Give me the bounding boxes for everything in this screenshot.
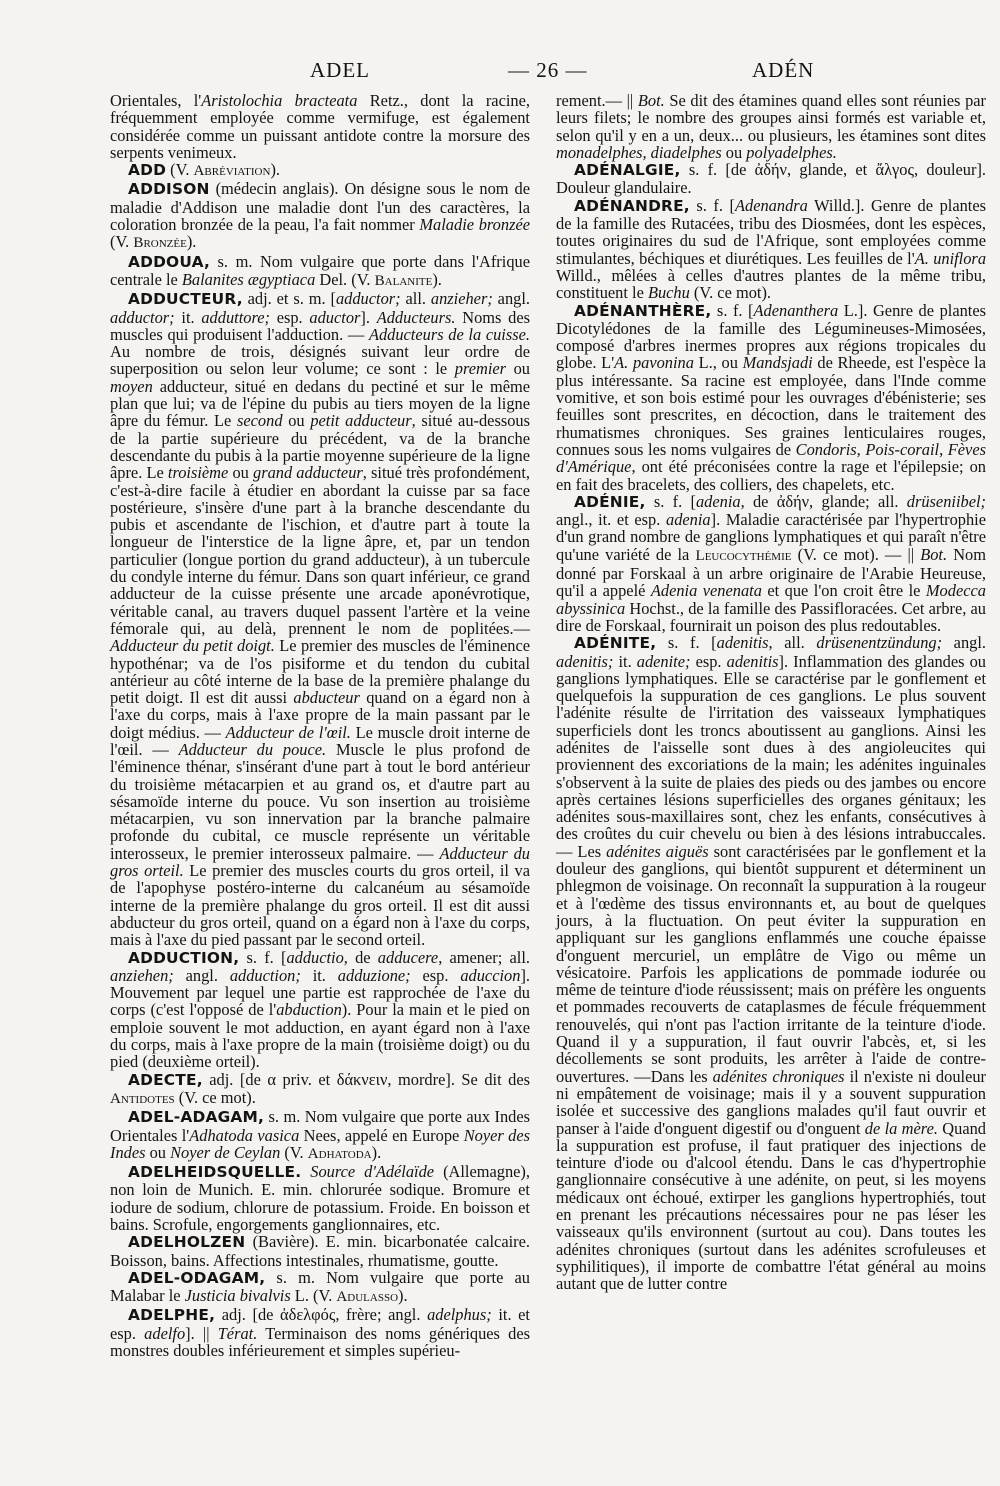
italic-run: Balanites ægyptiaca bbox=[181, 269, 316, 289]
dictionary-entry bbox=[110, 1306, 530, 1359]
dictionary-entry bbox=[556, 493, 986, 634]
text-run: ). bbox=[371, 1142, 382, 1162]
text-run: ou bbox=[506, 359, 530, 379]
text-run: angl. bbox=[173, 965, 230, 985]
right-column bbox=[556, 92, 986, 1292]
italic-run: adduzione; bbox=[337, 965, 411, 985]
headword: ADEL-ODAGAM, bbox=[128, 1268, 266, 1287]
italic-run: adénites chroniques bbox=[712, 1066, 845, 1086]
italic-run: adenia bbox=[695, 491, 741, 511]
text-run: ou bbox=[228, 463, 253, 483]
left-guideword: ADEL bbox=[310, 58, 370, 82]
text-run: esp. bbox=[410, 965, 461, 985]
dictionary-entry bbox=[110, 180, 530, 252]
page-number: — 26 — bbox=[508, 58, 588, 82]
text-run: Orientales, l' bbox=[110, 91, 202, 110]
text-run: Willd., mêlées à celles d'autres plantes de la même tribu, constituent le bbox=[556, 265, 986, 303]
cross-reference: Adhatoda bbox=[307, 1145, 372, 1162]
italic-run: Adducteur de l'œil. bbox=[225, 722, 351, 742]
italic-run: adenitis bbox=[726, 651, 779, 671]
text-run: Le muscle droit interne de l'œil. — bbox=[110, 722, 531, 759]
entry-continuation bbox=[110, 92, 530, 161]
text-run bbox=[301, 1162, 310, 1181]
italic-run: Justicia bivalvis bbox=[184, 1286, 291, 1306]
dictionary-entry bbox=[110, 1071, 530, 1109]
italic-run: de la mère. bbox=[864, 1118, 938, 1138]
text-run: , de bbox=[343, 947, 378, 967]
text-run: (médecin anglais). On désigne sous le nom de maladie d'Addison une maladie dont l'un des caractères, la coloration bronzée de la peau, l'a fait nommer bbox=[110, 179, 530, 235]
text-run: ). Pour la main et le pied on emploie souvent le mot adduction, en ayant égard non à l'axe du corps, mais à l'axe propre de la main (troisième doigt) ou du pied (deuxième orteil). bbox=[110, 1000, 530, 1072]
text-run: ]. Inflammation des glandes ou ganglions lymphatiques. Elle se caractérise par le gonflement et quelquefois la suppuration de ces ganglions. Le plus souvent l'adénite résulte de l'irritation des vaisseaux lymphatiques superficiels dont les troncs aboutissent au ganglions. Ainsi les adénites de l'aisselle sont dues à des angioleucites qui proviennent des excoriations de la main; les adénites inguinales s'observent à la suite de plaies des pieds ou des jambes ou encore après certaines lésions superficielles des organes génitaux; les adénites sous-maxillaires sont, chez les enfants, consécutives à des croûtes du cuir chevelu ou bien à des lésions intrabuccales. — Les bbox=[556, 651, 986, 861]
text-run: ]. Maladie caractérisée par l'hypertrophie d'un grand nombre de ganglions lymphatiques et qui paraît n'être qu'une variété de la bbox=[556, 510, 986, 564]
dictionary-entry bbox=[110, 1269, 530, 1307]
dictionary-entry bbox=[110, 290, 530, 948]
text-run: esp. bbox=[269, 307, 310, 327]
italic-run: Maladie bronzée bbox=[419, 215, 530, 235]
text-run: L. (V. bbox=[290, 1286, 337, 1306]
text-run: quand on a égard non à l'axe du corps, mais à l'axe propre de la main passant par le doigt médius. — bbox=[110, 688, 530, 742]
text-run: s. f. [ bbox=[711, 300, 754, 320]
text-run: , situé très profondément, c'est-à-dire facile à étudier en abordant la cuisse par sa face postérieure, s'insère d'une part à la branche descendante du pubis et ascendante de l'ischion, et d'autre part à toute la longueur de l'interstice de la ligne âpre, et, par un tendon particulier (longue portion du grand adducteur), à un tubercule du condyle interne du fémur. Dans son quart inférieur, ce grand adducteur de la cuisse présente une arcade aponévrotique, véritable canal, au travers duquel passent l'artère et la veine fémorale qui, au delà, prennent le nom de poplitées.— bbox=[110, 463, 530, 638]
dictionary-entry bbox=[110, 1108, 530, 1163]
italic-run: adelphus; bbox=[427, 1305, 492, 1325]
text-run: angl., it. et esp. bbox=[556, 510, 666, 530]
text-run: de Rheede, est l'espèce la plus intéressante. Sa racine est employée, dans l'Inde comme vomitive, et son bois estimé pour les ouvrages d'ébénisterie; ses feuilles sont prescrites, en décoction, dans le traitement des rhumatismes chroniques. Ses graines lenticulaires rouges, connues sous les noms vulgaires de bbox=[556, 353, 986, 459]
dictionary-entry bbox=[556, 634, 986, 1292]
italic-run: Bot. bbox=[637, 91, 665, 110]
text-run: Muscle le plus profond de l'éminence thénar, s'insérant d'une part à tout le bord antérieur du troisième métacarpien et au grand os, et d'autre part au sésamoïde interne du pouce. Vu son insertion au troisième métacarpien, vu son innervation par la branche palmaire profonde du cubital, ce muscle représente un véritable interosseux, le premier interosseux palmaire. — bbox=[110, 739, 530, 863]
text-run: adducteur, situé en dedans du pectiné et sur le même plan que lui; va de l'épine du pubis au tiers moyen de la ligne âpre du fémur. Le bbox=[110, 376, 530, 431]
cross-reference: Abréviation bbox=[193, 163, 271, 180]
italic-run: Noyer de Ceylan bbox=[170, 1142, 281, 1162]
italic-run: Adducteur du pouce. bbox=[178, 739, 327, 759]
text-run: ou bbox=[282, 411, 311, 431]
italic-run: abduction bbox=[276, 1000, 342, 1020]
text-run: , all. bbox=[768, 633, 817, 653]
italic-run: Adenia venenata bbox=[650, 581, 762, 601]
dictionary-entry bbox=[110, 1233, 530, 1269]
dictionary-entry bbox=[556, 302, 986, 493]
headword: ADELHEIDSQUELLE. bbox=[128, 1163, 302, 1182]
text-run: ou bbox=[145, 1142, 171, 1162]
dictionary-entry bbox=[110, 253, 530, 291]
text-run: adj. et s. m. [ bbox=[242, 289, 336, 309]
text-run: (V. ce mot). bbox=[689, 283, 772, 303]
text-run: (V. ce mot). bbox=[174, 1087, 256, 1107]
dictionary-entry bbox=[110, 949, 530, 1071]
text-run: et que l'on croit être le bbox=[761, 581, 926, 601]
italic-run: anziehen; bbox=[110, 965, 174, 985]
italic-run: petit adducteur bbox=[310, 411, 412, 431]
text-run: , situé au-dessous de la partie supérieure du précédent, va de la branche descendante du pubis à la partie moyenne supérieure de la ligne âpre. Le bbox=[110, 411, 530, 483]
headword: ADECTE, bbox=[128, 1070, 203, 1089]
text-run: angl. bbox=[942, 633, 986, 653]
text-run: it. bbox=[174, 307, 202, 327]
dictionary-entry bbox=[556, 197, 986, 302]
text-run: , ont été préconisées contre la rage et l'épilepsie; on en fait des bracelets, des colliers, des chapelets, etc. bbox=[556, 457, 986, 494]
italic-run: moyen bbox=[110, 376, 153, 396]
text-run: Quand la suppuration est profuse, il faut pratiquer des injections de teinture d'iode ou d'alcool étendu. Dans le cas d'hypertrophie ganglionnaire consécutive à une adénite, on peut, si les moyens médicaux ont échoué, extirper les ganglions hypertrophiés, tout en prenant les précautions nécessaires pour ne pas léser les vaisseaux qu'ils environnent (surtout au cou). Dans toutes les adénites chroniques (surtout dans les adénites scrofuleuses et syphilitiques), il importe de combattre l'état général au moins autant que de lutter contre bbox=[556, 1118, 987, 1294]
italic-run: adenite; bbox=[636, 651, 691, 671]
headword: ADD bbox=[128, 161, 167, 180]
text-run: Nom donné par Forskaal à un arbre originaire de l'Arabie Heureuse, qu'il a appelé bbox=[556, 544, 986, 601]
cross-reference: Adulasso bbox=[336, 1289, 399, 1306]
text-run: it. bbox=[300, 965, 338, 985]
text-run: L., ou bbox=[693, 353, 743, 373]
headword: ADÉNALGIE, bbox=[574, 161, 681, 180]
italic-run: polyadelphes. bbox=[746, 142, 837, 162]
italic-run: anzieher; bbox=[430, 289, 493, 309]
italic-run: Adducteurs de la cuisse. bbox=[368, 324, 530, 344]
text-run: ]. || bbox=[185, 1323, 218, 1343]
italic-run: adduttore; bbox=[201, 307, 270, 327]
text-run: Nees, appelé en Europe bbox=[299, 1125, 464, 1145]
italic-run: Adenanthera bbox=[753, 300, 839, 320]
italic-run: Adducteur du petit doigt. bbox=[110, 636, 275, 656]
text-run: (V. bbox=[110, 232, 134, 252]
text-run: (V. bbox=[166, 160, 194, 180]
text-run: it. et esp. bbox=[110, 1305, 530, 1343]
text-run: Au nombre de trois, désignés suivant leur ordre de superposition ou selon leur volume; ce sont : le bbox=[110, 342, 530, 379]
headword: ADELHOLZEN bbox=[128, 1233, 246, 1252]
text-run: , de ἀδήν, glande; all. bbox=[740, 491, 907, 511]
italic-run: Aristolochia bracteata bbox=[201, 91, 358, 110]
headword: ADDUCTION, bbox=[128, 948, 240, 967]
cross-reference: Balanite bbox=[374, 272, 433, 289]
dictionary-entry bbox=[110, 161, 530, 180]
text-run: Willd.]. Genre de plantes de la famille des Rutacées, tribu des Diosmées, dont les espèces, toutes originaires du sud de l'Afrique, sont employées comme stimulantes, béchiques et diurétiques. Les feuilles de l' bbox=[556, 195, 986, 268]
running-head bbox=[100, 58, 978, 88]
italic-run: Adducteurs. bbox=[376, 307, 456, 327]
italic-run: premier bbox=[454, 359, 507, 379]
text-run: ]. bbox=[360, 307, 377, 327]
headword: ADÉNANDRE, bbox=[574, 196, 690, 215]
text-run: ). bbox=[398, 1286, 408, 1306]
text-run: esp. bbox=[690, 651, 727, 671]
text-run: s. f. [ bbox=[239, 947, 287, 967]
text-run: sont caractérisées par le gonflement et la douleur des ganglions, qui bientôt suppurent et déterminent un phlegmon de voisinage. On reconnaît la suppuration à la rougeur et à l'œdème des tissus environnants et, au bout de quelques jours, à la fluctuation. On peut éviter la suppuration en appliquant sur les ganglions enflammés une couche épaisse d'onguent mercuriel, un emplâtre de Vigo ou même un vésicatoire. Parfois les applications de pommade iodurée ou même de teinture d'iode réussissent; mais on préfère les onguents et pommades recouverts de cataplasmes de fécule fréquemment renouvelés, qui n'ont pas l'action irritante de la teinture d'iode. Quand il y a suppuration, il faut ouvrir l'abcès, et, si les décollements se sont produits, les arrêter à l'aide de contre-ouvertures. —Dans les bbox=[556, 841, 986, 1086]
text-run: it. bbox=[613, 651, 637, 671]
italic-run: aductor bbox=[309, 307, 361, 327]
text-run: (V. bbox=[280, 1142, 308, 1162]
text-run: ou bbox=[721, 142, 747, 162]
italic-run: Bot. bbox=[920, 544, 948, 564]
italic-run: Buchu bbox=[647, 283, 690, 303]
text-run: , amener; all. bbox=[438, 947, 530, 967]
italic-run: Adenandra bbox=[735, 195, 808, 215]
italic-run: abducteur bbox=[293, 688, 360, 708]
italic-run: Condoris, Pois-corail, Fèves d'Amérique bbox=[556, 439, 986, 477]
dictionary-entry bbox=[556, 161, 986, 197]
right-guideword: ADÉN bbox=[752, 58, 815, 82]
text-run: adj. [de α priv. et δάκνειν, mordre]. Se dit des bbox=[202, 1069, 530, 1089]
text-run: ). bbox=[432, 269, 442, 289]
italic-run: second bbox=[237, 411, 283, 431]
text-run: (Allemagne), non loin de Munich. E. min. chlorurée sodique. Bromure et iodure de sodium, chlorure de potassium. Froide. En boisson et bains. Scrofule, engorgements ganglionnaires, etc. bbox=[110, 1162, 530, 1234]
text-run: (Bavière). E. min. bicarbonatée calcaire. Boisson, bains. Affections intestinales, rhumatisme, goutte. bbox=[110, 1232, 530, 1270]
cross-reference: Bronzée bbox=[133, 235, 187, 252]
text-run: all. bbox=[405, 289, 431, 309]
italic-run: Adducteur du gros orteil. bbox=[110, 843, 531, 881]
text-run: s. m. Nom vulgaire que porte aux Indes Orientales l' bbox=[110, 1107, 530, 1145]
text-run: s. m. Nom vulgaire que porte au Malabar le bbox=[110, 1267, 530, 1306]
italic-run: A. pavonina bbox=[614, 353, 694, 373]
italic-run: adenitis; bbox=[556, 651, 614, 671]
text-run: L.]. Genre de plantes Dicotylédones de la famille des Légumineuses-Mimosées, composé d'arbres inermes propres aux régions tropicales du globe. L' bbox=[556, 300, 986, 373]
italic-run: adenia bbox=[666, 510, 711, 530]
italic-run: drüsenentzündung; bbox=[816, 633, 943, 653]
italic-run: adductor; bbox=[335, 289, 406, 309]
headword: ADEL-ADAGAM, bbox=[128, 1108, 265, 1127]
headword: ADDOUA, bbox=[128, 252, 211, 271]
dictionary-entry bbox=[110, 1163, 530, 1233]
text-run: Terminaison des noms génériques des monstres doubles inférieurement et simples supérieu- bbox=[110, 1323, 530, 1361]
italic-run: adductor; bbox=[110, 307, 175, 327]
text-run: ]. Mouvement par lequel une partie est rapprochée de l'axe du corps (c'est l'opposé de l' bbox=[110, 965, 530, 1020]
italic-run: Modecca abyssinica bbox=[556, 581, 986, 618]
italic-run: Noyer des Indes bbox=[110, 1125, 530, 1162]
text-run: angl. bbox=[492, 289, 530, 309]
cross-reference: Antidotes bbox=[110, 1090, 175, 1107]
italic-run: drüseniibel; bbox=[906, 491, 986, 511]
headword: ADÉNITE, bbox=[574, 634, 657, 653]
text-run: s. f. [ bbox=[656, 633, 717, 653]
italic-run: adelfo bbox=[144, 1323, 186, 1343]
italic-run: monadelphes, diadelphes bbox=[556, 142, 722, 162]
italic-run: Térat. bbox=[217, 1323, 258, 1343]
text-run: s. f. [ bbox=[689, 195, 735, 215]
text-run: Se dit des étamines quand elles sont réunies par leurs filets; le nombre des groupes ainsi formés est variable et, selon qu'il y en a un, deux... ou plusieurs, les étamines sont dites bbox=[556, 91, 986, 145]
text-run: Noms des muscles qui produisent l'adduction. — bbox=[110, 307, 530, 344]
text-run: s. m. Nom vulgaire que porte dans l'Afrique centrale le bbox=[110, 251, 530, 289]
text-run: s. f. [ bbox=[645, 491, 696, 511]
text-run: il n'existe ni douleur ni empâtement de voisinage; mais il y a souvent suppuration isolée et successive des ganglions malades qu'il faut ouvrir et panser à l'aide d'onguent digestif ou d'onguent bbox=[556, 1066, 987, 1138]
italic-run: grand adducteur bbox=[253, 463, 363, 483]
italic-run: adénites aiguës bbox=[606, 841, 709, 861]
text-run: (V. ce mot). — || bbox=[791, 544, 921, 564]
headword: ADÉNANTHÈRE, bbox=[574, 301, 712, 320]
italic-run: adduction; bbox=[229, 965, 301, 985]
italic-run: adductio bbox=[286, 947, 344, 967]
text-run: ). bbox=[270, 160, 280, 180]
cross-reference: Leucocythémie bbox=[695, 547, 792, 564]
text-run: Retz., dont la racine, fréquemment employée comme vermifuge, est également considérée comme un puissant antidote contre la morsure des serpents venimeux. bbox=[110, 91, 530, 162]
italic-run: A. uniflora bbox=[914, 248, 987, 268]
text-run: Del. (V. bbox=[315, 269, 375, 289]
text-run: Le premier des muscles de l'éminence hypothénar; va de l'os pisiforme et du tendon du cubital antérieur au côté interne de la base de la première phalange du petit doigt. Il est dit aussi bbox=[110, 636, 531, 708]
italic-run: aduccion bbox=[460, 965, 521, 985]
italic-run: Source d'Adélaïde bbox=[310, 1162, 435, 1182]
text-run: rement.— || bbox=[556, 91, 638, 110]
text-run: Hochst., de la famille des Passifloracées. Cet arbre, au dire de Forskaal, fournirait un poison des plus redoutables. bbox=[556, 598, 986, 635]
entry-continuation bbox=[556, 92, 986, 161]
left-column bbox=[110, 92, 530, 1359]
italic-run: adenitis bbox=[716, 633, 769, 653]
italic-run: Adhatoda vasica bbox=[189, 1125, 300, 1145]
headword: ADÉNIE, bbox=[574, 492, 646, 511]
italic-run: Mandsjadi bbox=[742, 353, 813, 373]
italic-run: adducere bbox=[377, 947, 439, 967]
text-run: s. f. [de ἀδήν, glande, et ἄλγος, douleur]. Douleur glandulaire. bbox=[556, 160, 986, 198]
headword: ADDISON bbox=[128, 180, 210, 199]
text-run: ). bbox=[186, 232, 197, 252]
italic-run: troisième bbox=[167, 463, 229, 483]
headword: ADELPHE, bbox=[128, 1306, 216, 1325]
text-run: adj. [de ἀδελφός, frère; angl. bbox=[215, 1305, 428, 1325]
headword: ADDUCTEUR, bbox=[128, 290, 243, 309]
text-run: Le premier des muscles courts du gros orteil, il va de l'apophyse postéro-interne du calcanéum au sésamoïde interne de la première phalange du gros orteil. Il est dit aussi abducteur du gros orteil, quand on a égard non à l'axe du corps, mais à l'axe du pied passant par le second orteil. bbox=[110, 861, 530, 950]
